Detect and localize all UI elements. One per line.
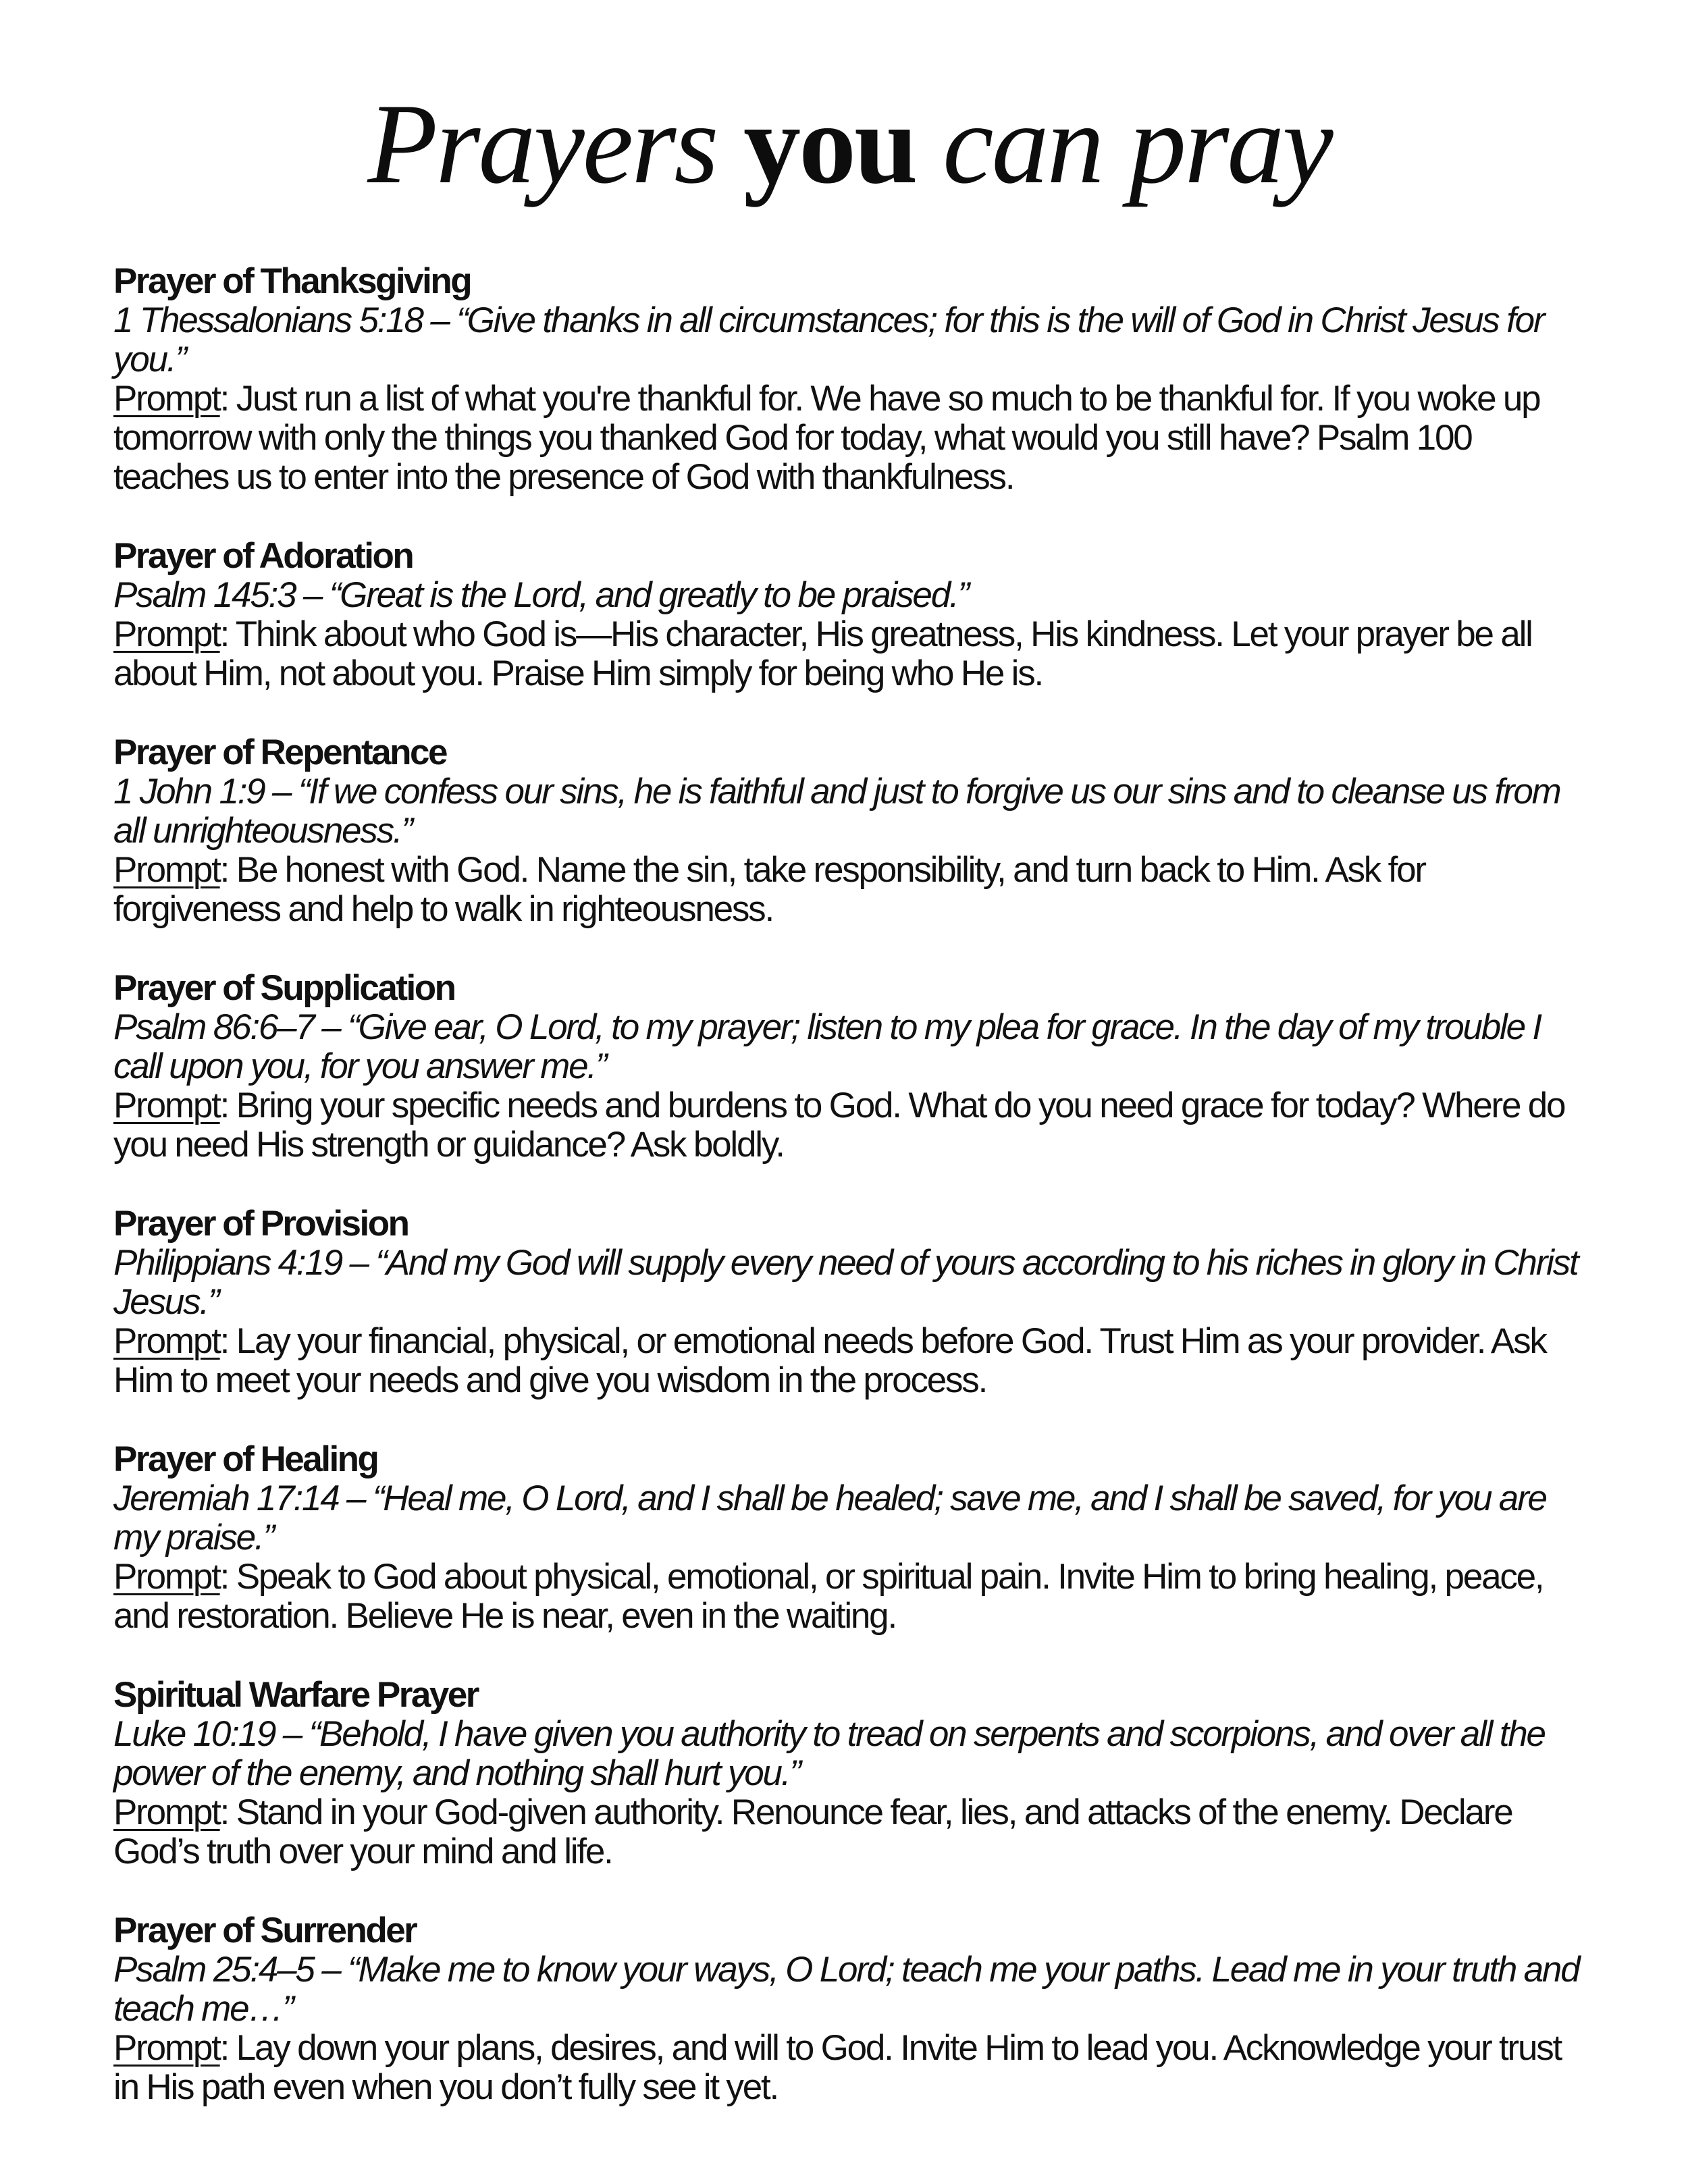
prayer-section-supplication — [113, 969, 1585, 1165]
title-word-you: you — [743, 80, 916, 207]
prompt-text — [113, 851, 1585, 929]
prayer-sections — [113, 262, 1585, 2147]
section-heading: Prayer of Repentance — [113, 733, 446, 772]
scripture-quote: Philippians 4:19 – “And my God will supply every need of yours according to his riches in glory in Christ Jesus.” — [113, 1243, 1578, 1322]
prompt-text — [113, 615, 1585, 693]
prompt-text — [113, 2029, 1585, 2107]
prompt-text — [113, 1086, 1585, 1165]
section-heading: Prayer of Adoration — [113, 536, 413, 576]
prayer-section-surrender — [113, 1911, 1585, 2107]
prompt-text — [113, 1322, 1585, 1400]
prompt-label: Prompt — [113, 1557, 220, 1597]
prompt-label: Prompt — [113, 614, 220, 654]
prayer-section-repentance — [113, 733, 1585, 929]
section-heading: Prayer of Supplication — [113, 968, 455, 1008]
prompt-body: : Be honest with God. Name the sin, take responsibility, and turn back to Him. Ask for forgiveness and help to walk in righteousness. — [113, 850, 1425, 929]
prayer-section-healing — [113, 1440, 1585, 1636]
prompt-body: : Stand in your God-given authority. Renounce fear, lies, and attacks of the enemy. Declare God’s truth over your mind and life. — [113, 1792, 1512, 1871]
scripture-quote: 1 John 1:9 – “If we confess our sins, he is faithful and just to forgive us our sins and to cleanse us from all unrighteousness.” — [113, 772, 1560, 851]
prompt-text — [113, 1557, 1585, 1636]
prompt-body: : Speak to God about physical, emotional, or spiritual pain. Invite Him to bring healing, peace, and restoration. Believe He is near, even in the waiting. — [113, 1557, 1544, 1636]
scripture-quote: Luke 10:19 – “Behold, I have given you authority to tread on serpents and scorpions, and over all the power of the enemy, and nothing shall hurt you.” — [113, 1714, 1545, 1793]
title-words-can-pray: can pray — [943, 80, 1331, 207]
prompt-text — [113, 379, 1585, 497]
prayer-section-adoration — [113, 537, 1585, 693]
prompt-label: Prompt — [113, 1321, 220, 1361]
prompt-body: : Just run a list of what you're thankful for. We have so much to be thankful for. If you woke up tomorrow with only the things you thanked God for today, what would you still have? Psalm 100 teaches us to enter into the presence of God with thankfulness. — [113, 379, 1540, 497]
prompt-body: : Think about who God is—His character, His greatness, His kindness. Let your prayer be all about Him, not about you. Praise Him simply for being who He is. — [113, 614, 1532, 693]
scripture-quote: Psalm 25:4–5 – “Make me to know your ways, O Lord; teach me your paths. Lead me in your truth and teach me…” — [113, 1950, 1579, 2029]
prompt-label: Prompt — [113, 1086, 220, 1125]
prompt-body: : Bring your specific needs and burdens to God. What do you need grace for today? Where do you need His strength or guidance? Ask boldly. — [113, 1086, 1565, 1165]
scripture-quote: Psalm 86:6–7 – “Give ear, O Lord, to my prayer; listen to my plea for grace. In the day of my trouble I call upon you, for you answer me.” — [113, 1007, 1541, 1086]
prompt-label: Prompt — [113, 379, 220, 419]
scripture-quote: 1 Thessalonians 5:18 – “Give thanks in all circumstances; for this is the will of God in Christ Jesus for you.” — [113, 300, 1544, 379]
prayer-section-thanksgiving — [113, 262, 1585, 497]
title-word-prayers: Prayers — [367, 80, 717, 207]
prompt-body: : Lay down your plans, desires, and will to God. Invite Him to lead you. Acknowledge your trust in His path even when you don’t fully see it yet. — [113, 2028, 1562, 2107]
section-heading: Prayer of Provision — [113, 1204, 408, 1244]
section-heading: Spiritual Warfare Prayer — [113, 1675, 478, 1715]
prompt-label: Prompt — [113, 850, 220, 890]
prompt-body: : Lay your financial, physical, or emotional needs before God. Trust Him as your provider. Ask Him to meet your needs and give you wisdom in the process. — [113, 1321, 1546, 1400]
scripture-quote: Jeremiah 17:14 – “Heal me, O Lord, and I shall be healed; save me, and I shall be saved, for you are my praise.” — [113, 1479, 1546, 1557]
prayer-section-provision — [113, 1204, 1585, 1400]
section-heading: Prayer of Surrender — [113, 1911, 417, 1950]
prompt-label: Prompt — [113, 1792, 220, 1832]
prompt-text — [113, 1793, 1585, 1871]
section-heading: Prayer of Thanksgiving — [113, 261, 471, 301]
section-heading: Prayer of Healing — [113, 1439, 378, 1479]
prompt-label: Prompt — [113, 2028, 220, 2068]
page-title — [113, 80, 1585, 207]
prayer-section-spiritual-warfare — [113, 1676, 1585, 1871]
scripture-quote: Psalm 145:3 – “Great is the Lord, and greatly to be praised.” — [113, 575, 968, 615]
